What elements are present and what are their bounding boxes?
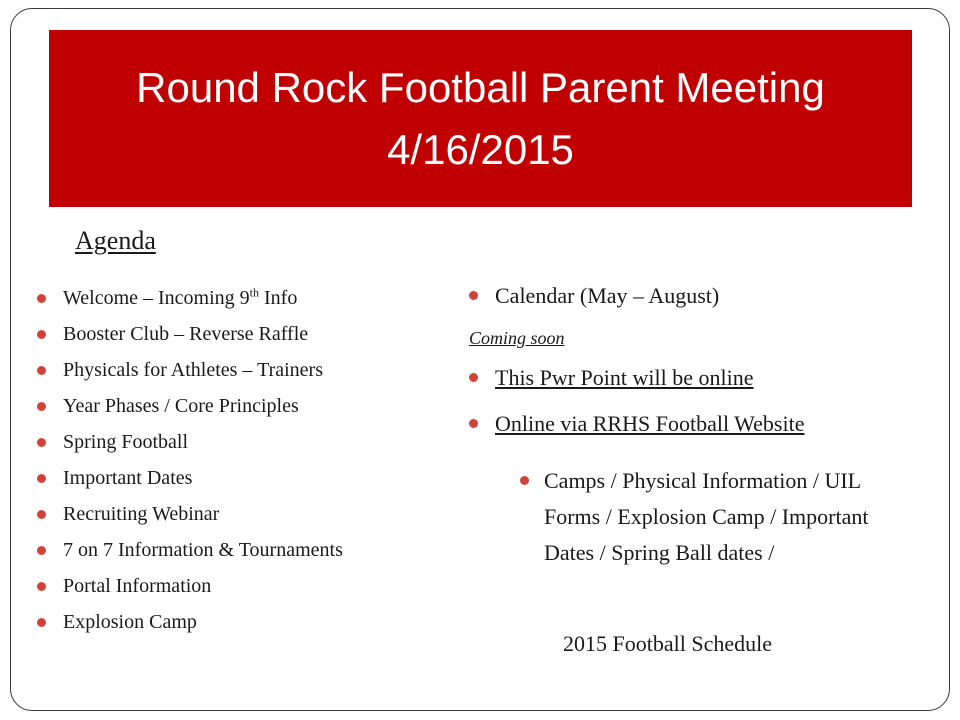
list-item-label: Recruiting Webinar <box>63 503 220 525</box>
bullet-icon <box>37 294 46 303</box>
list-item <box>37 393 457 429</box>
list-item-label: Booster Club – Reverse Raffle <box>63 323 309 345</box>
powerpoint-online-label: This Pwr Point will be online <box>495 365 754 390</box>
bullet-icon <box>37 402 46 411</box>
list-item <box>37 429 457 465</box>
bullet-icon <box>37 438 46 447</box>
bullet-icon <box>469 419 478 428</box>
coming-soon-label: Coming soon <box>469 328 565 348</box>
slide-title <box>136 57 825 181</box>
list-item <box>37 357 457 393</box>
bullet-icon <box>469 373 478 382</box>
list-item-label: Explosion Camp <box>63 611 197 633</box>
ordinal-suffix: th <box>249 285 260 300</box>
powerpoint-online-link[interactable] <box>469 362 929 394</box>
bullet-icon <box>37 546 46 555</box>
title-line-2: 4/16/2015 <box>387 125 574 173</box>
list-item-label: Physicals for Athletes – Trainers <box>63 359 323 381</box>
bullet-icon <box>37 582 46 591</box>
bullet-icon <box>520 476 529 485</box>
calendar-item <box>469 280 929 312</box>
list-item-label: Important Dates <box>63 467 193 489</box>
list-item-suffix: Info <box>259 287 298 309</box>
bullet-icon <box>37 618 46 627</box>
list-item-label: Portal Information <box>63 575 212 597</box>
football-website-link[interactable] <box>469 408 929 440</box>
agenda-heading: Agenda <box>75 226 156 255</box>
list-item <box>37 285 457 321</box>
list-item <box>37 573 457 609</box>
bullet-icon <box>37 474 46 483</box>
list-item-label: Welcome – Incoming 9 <box>63 287 250 309</box>
bullet-icon <box>37 330 46 339</box>
website-contents-label: Camps / Physical Information / UIL Forms / Explosion Camp / Important Dates / Spring Ball dates / <box>544 468 869 565</box>
list-item-label: Spring Football <box>63 431 189 453</box>
bullet-icon <box>37 366 46 375</box>
title-banner <box>49 30 912 207</box>
right-column <box>469 280 929 454</box>
bullet-icon <box>469 291 478 300</box>
bullet-icon <box>37 510 46 519</box>
list-item <box>37 321 457 357</box>
list-item <box>520 463 920 571</box>
calendar-label: Calendar (May – August) <box>495 283 720 308</box>
website-contents-list <box>520 463 920 571</box>
list-item <box>37 465 457 501</box>
list-item <box>37 609 457 645</box>
agenda-list <box>37 285 457 645</box>
list-item <box>37 537 457 573</box>
list-item-label: Year Phases / Core Principles <box>63 395 299 417</box>
football-schedule-label: 2015 Football Schedule <box>563 631 772 656</box>
football-website-label: Online via RRHS Football Website <box>495 411 805 436</box>
list-item-label: 7 on 7 Information & Tournaments <box>63 539 343 561</box>
title-line-1: Round Rock Football Parent Meeting <box>136 63 825 111</box>
list-item <box>37 501 457 537</box>
